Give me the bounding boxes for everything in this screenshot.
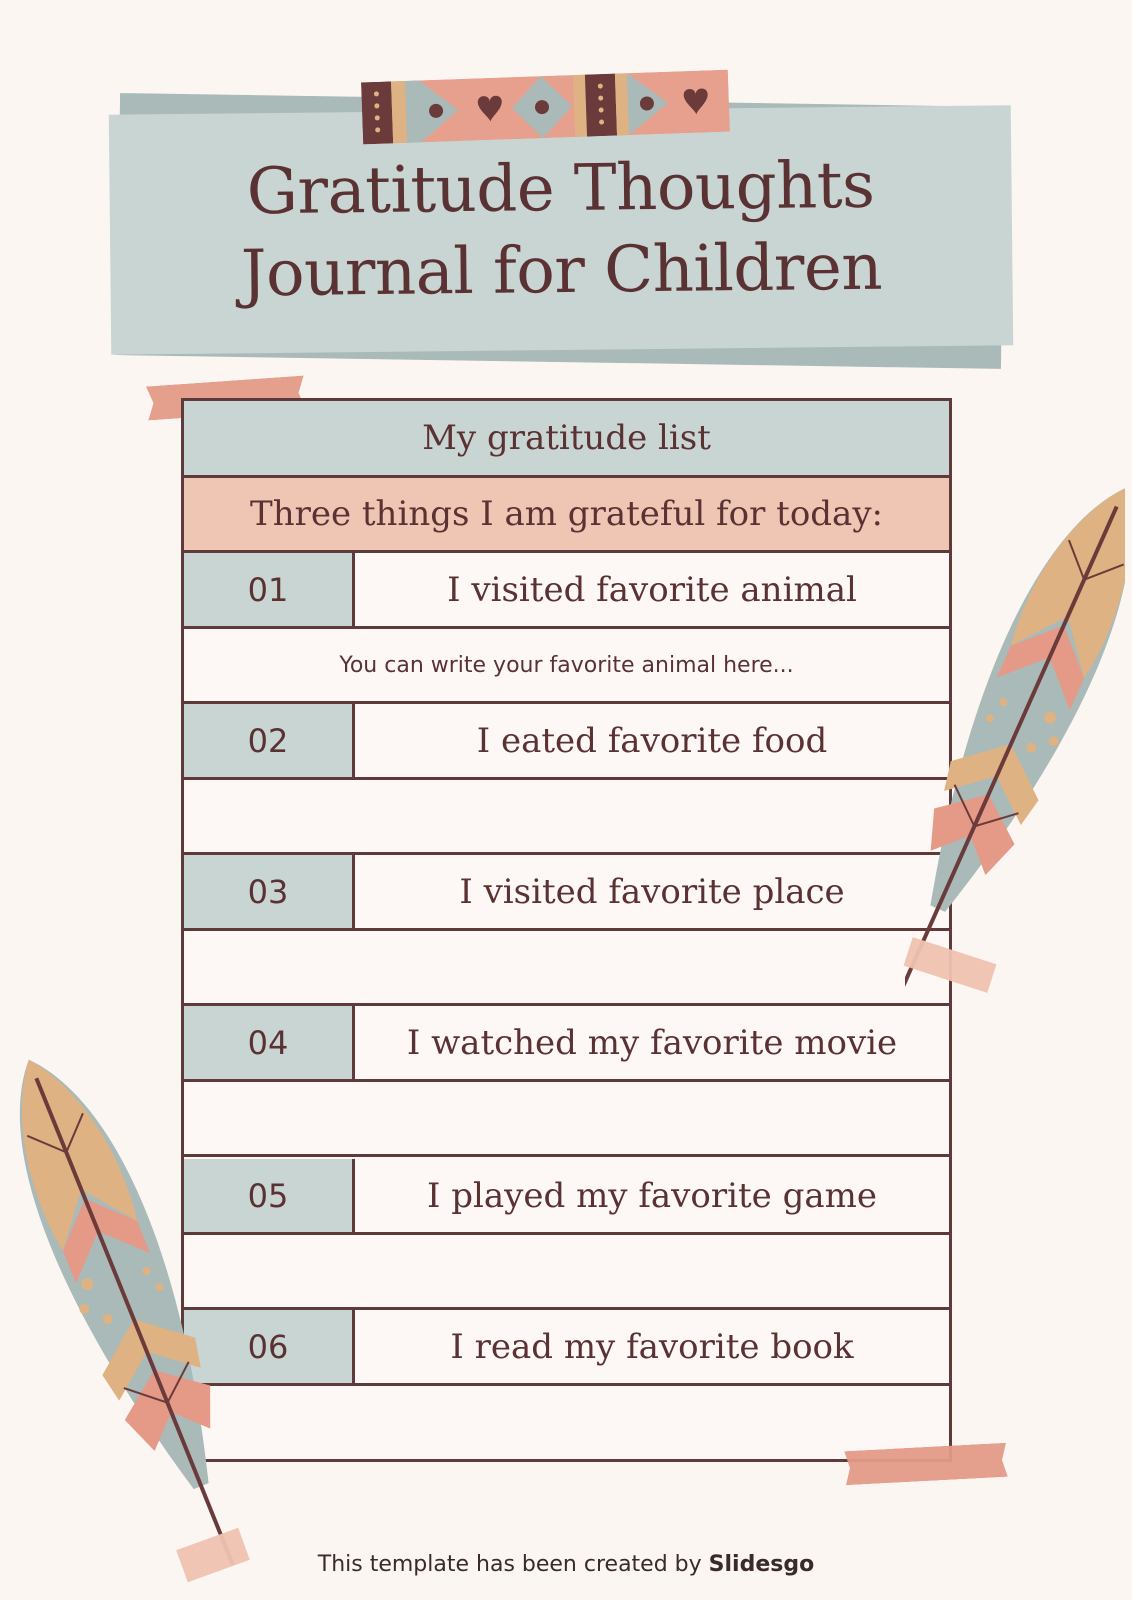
item-note-field[interactable]: [184, 629, 949, 704]
title-card: [109, 105, 1013, 354]
item-label: I visited favorite place: [459, 871, 845, 912]
gratitude-table: [181, 398, 952, 1462]
feather-right-icon: [905, 455, 1125, 1015]
item-label: I played my favorite game: [427, 1175, 877, 1216]
gratitude-item-row: [184, 704, 949, 780]
item-note-field[interactable]: [184, 1082, 949, 1157]
feather-left-icon: [10, 1030, 250, 1590]
item-note-field[interactable]: [184, 1235, 949, 1310]
item-number: 02: [184, 704, 355, 777]
item-note-placeholder: You can write your favorite animal here...: [339, 652, 794, 678]
gratitude-item-row: [184, 1006, 949, 1082]
patterned-washi-tape: [361, 70, 730, 145]
table-header-label: My gratitude list: [422, 418, 711, 458]
item-number: 01: [184, 553, 355, 626]
table-subheader: [184, 478, 949, 553]
item-number: 03: [184, 855, 355, 928]
item-number: 04: [184, 1006, 355, 1079]
title-line-1: Gratitude Thoughts: [246, 148, 875, 230]
gratitude-item-row: [184, 855, 949, 931]
item-note-field[interactable]: [184, 931, 949, 1006]
table-subheader-label: Three things I am grateful for today:: [250, 494, 883, 534]
footer-credit: [0, 1552, 1132, 1577]
title-line-2: Journal for Children: [240, 230, 883, 312]
item-number: 06: [184, 1310, 355, 1383]
footer-brand-link[interactable]: Slidesgo: [708, 1552, 815, 1577]
item-note-field[interactable]: [184, 780, 949, 855]
gratitude-item-row: [184, 1159, 949, 1235]
page-title: [240, 145, 883, 316]
item-label: I eated favorite food: [476, 720, 828, 761]
table-header: [184, 401, 949, 478]
item-note-field[interactable]: [184, 1386, 949, 1461]
gratitude-item-row: [184, 553, 949, 629]
footer-text: This template has been created by: [317, 1552, 709, 1577]
item-number: 05: [184, 1159, 355, 1232]
item-label: I visited favorite animal: [447, 569, 857, 610]
item-label: I watched my favorite movie: [406, 1022, 898, 1063]
item-label: I read my favorite book: [450, 1326, 854, 1367]
gratitude-item-row: [184, 1310, 949, 1386]
